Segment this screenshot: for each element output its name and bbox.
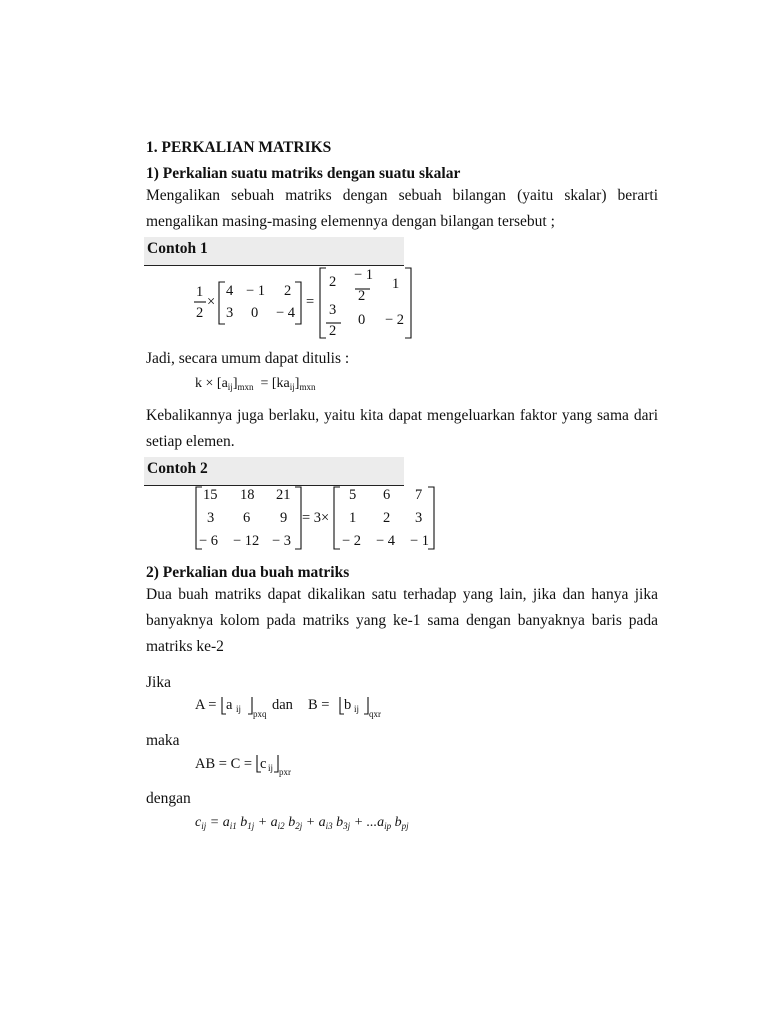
paragraph-line: matriks ke-2: [146, 638, 224, 655]
matrix-cell: − 4: [376, 533, 396, 549]
matrix-cell: − 1: [410, 533, 430, 549]
formula-text: c: [260, 756, 267, 772]
paragraph-line: Kebalikannya juga berlaku, yaitu kita dapat mengeluarkan faktor yang sama dari: [146, 407, 658, 424]
times-sign: ×: [207, 294, 216, 310]
paragraph-line: setiap elemen.: [146, 433, 235, 450]
formula-text: a: [226, 697, 233, 713]
matrix-cell: − 4: [276, 305, 296, 321]
matrix-cell: 2: [284, 283, 292, 299]
formula-subscript: ij: [268, 763, 274, 773]
formula-subscript: qxr: [369, 709, 381, 719]
label-jika: Jika: [146, 674, 171, 691]
matrix-cell: 3: [415, 510, 423, 526]
matrix-cell-denominator: 2: [358, 288, 366, 304]
label-dengan: dengan: [146, 790, 191, 807]
matrix-cell: − 3: [272, 533, 292, 549]
matrix-cell: 15: [203, 487, 218, 503]
matrix-cell: − 1: [246, 283, 266, 299]
formula-text: A =: [195, 697, 217, 713]
equals-sign: =: [306, 294, 315, 310]
example-label: Contoh 1: [147, 240, 208, 257]
matrix-cell: 21: [276, 487, 291, 503]
matrix-cell: 6: [243, 510, 251, 526]
formula-subscript: pxq: [253, 709, 267, 719]
formula-cij: $c_{ij} = a_{i1}$ $b_{1j} + a_{i2}$ $b_{2j} + a_{i3}$ $b_{3j} + ...a_{ip}$ $b_{pj}$: [195, 815, 409, 831]
formula-text: dan: [272, 697, 293, 713]
matrix-cell-numerator: 3: [329, 302, 337, 318]
matrix-cell: 5: [349, 487, 357, 503]
formula-text: B =: [308, 697, 330, 713]
matrix-cell: − 6: [199, 533, 219, 549]
matrix-cell: − 2: [342, 533, 362, 549]
matrix-cell: − 2: [385, 312, 405, 328]
scalar-numerator: 1: [196, 284, 204, 300]
formula-subscript: pxr: [279, 767, 291, 777]
matrix-cell: 3: [226, 305, 234, 321]
equals-factor: = 3×: [302, 510, 330, 526]
label-maka: maka: [146, 732, 180, 749]
section-heading: 1. PERKALIAN MATRIKS: [146, 139, 332, 156]
matrix-cell: 1: [392, 276, 400, 292]
matrix-cell: 18: [240, 487, 255, 503]
matrix-cell: 0: [358, 312, 366, 328]
matrix-cell-numerator: − 1: [354, 267, 374, 283]
formula-subscript: ij: [354, 704, 360, 714]
paragraph-line: mengalikan masing-masing elemennya dengan bilangan tersebut ;: [146, 213, 555, 230]
matrix-cell: 1: [349, 510, 357, 526]
matrix-cell: 7: [415, 487, 423, 503]
formula-text: AB = C =: [195, 756, 253, 772]
matrix-cell-denominator: 2: [329, 323, 337, 339]
matrix-cell: 6: [383, 487, 391, 503]
paragraph-line: Jadi, secara umum dapat ditulis :: [146, 350, 350, 367]
matrix-cell: 3: [207, 510, 215, 526]
matrix-cell: 0: [251, 305, 259, 321]
paragraph-line: Mengalikan sebuah matriks dengan sebuah bilangan (yaitu skalar) berarti: [146, 187, 658, 204]
formula-text: b: [344, 697, 352, 713]
paragraph-line: banyaknya kolom pada matriks yang ke-1 sama dengan banyaknya baris pada: [146, 612, 658, 629]
general-scalar-formula: $k \times [a_{ij}]_{mxn} = [ka_{ij}]_{mxn}$: [195, 376, 316, 392]
example-label: Contoh 2: [147, 460, 208, 477]
subheading-matrix-product: 2) Perkalian dua buah matriks: [146, 564, 350, 581]
formula-subscript: ij: [236, 704, 242, 714]
matrix-cell: 4: [226, 283, 234, 299]
paragraph-line: Dua buah matriks dapat dikalikan satu terhadap yang lain, jika dan hanya jika: [146, 586, 658, 603]
subheading-scalar: 1) Perkalian suatu matriks dengan suatu skalar: [146, 165, 461, 182]
matrix-cell: − 12: [233, 533, 260, 549]
scalar-denominator: 2: [196, 305, 204, 321]
matrix-cell: 9: [280, 510, 288, 526]
matrix-cell: 2: [383, 510, 391, 526]
matrix-cell: 2: [329, 274, 337, 290]
